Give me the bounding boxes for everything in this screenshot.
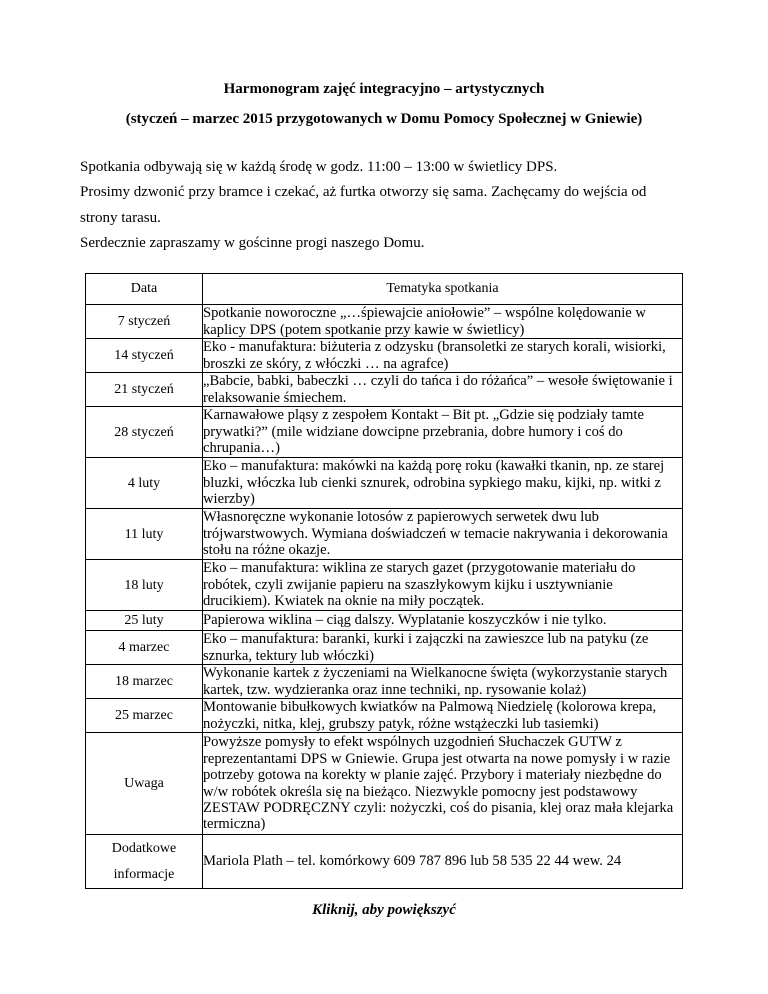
date-cell: 4 marzec [86, 631, 203, 665]
table-row [86, 611, 683, 631]
intro-line: Prosimy dzwonić przy bramce i czekać, aż furtka otworzy się sama. Zachęcamy do wejścia od [80, 184, 647, 200]
date-cell: 28 styczeń [86, 407, 203, 458]
date-cell: 21 styczeń [86, 373, 203, 407]
topic-cell: Eko – manufaktura: makówki na każdą porę roku (kawałki tkanin, np. ze starej bluzki, włóczka lub cienki sznurek, odrobina sypkiego maku, kijki, np. witki z wierzby) [203, 458, 683, 509]
table-row [86, 733, 683, 835]
table-row [86, 509, 683, 560]
page-title: Harmonogram zajęć integracyjno – artystycznych [223, 81, 545, 97]
date-cell: 18 marzec [86, 665, 203, 699]
date-cell: Uwaga [86, 733, 203, 835]
enlarge-link[interactable]: Kliknij, aby powiększyć [312, 902, 456, 918]
topic-cell: Eko – manufaktura: baranki, kurki i zajączki na zawieszce lub na patyku (ze sznurka, tektury lub włóczki) [203, 631, 683, 665]
date-cell: 25 luty [86, 611, 203, 631]
topic-cell: Własnoręczne wykonanie lotosów z papierowych serwetek dwu lub trójwarstwowych. Wymiana doświadczeń w temacie nakrywania i dekorowania stołu na różne okazje. [203, 509, 683, 560]
page-subtitle: (styczeń – marzec 2015 przygotowanych w Domu Pomocy Społecznej w Gniewie) [125, 111, 643, 127]
table-row [86, 631, 683, 665]
date-cell: 7 styczeń [86, 305, 203, 339]
topic-cell: Eko – manufaktura: wiklina ze starych gazet (przygotowanie materiału do robótek, czyli zwijanie papieru na szaszłykowym kijku i usztywnianie drucikiem). Kwiatek na oknie na miły początek. [203, 560, 683, 611]
intro-opening-hours [80, 158, 700, 176]
table-row [86, 305, 683, 339]
topic-cell: Mariola Plath – tel. komórkowy 609 787 896 lub 58 535 22 44 wew. 24 [203, 835, 683, 889]
column-header-date: Data [86, 274, 203, 305]
date-cell: 14 styczeń [86, 339, 203, 373]
intro-line: Spotkania odbywają się w każdą środę w godz. 11:00 – 13:00 w świetlicy DPS. [80, 159, 558, 175]
table-row [86, 407, 683, 458]
date-cell: 11 luty [86, 509, 203, 560]
topic-cell: Karnawałowe pląsy z zespołem Kontakt – Bit pt. „Gdzie się podziały tamte prywatki?” (mile widziane dowcipne przebrania, dobre humory i coś do chrupania…) [203, 407, 683, 458]
table-row [86, 458, 683, 509]
table-row [86, 373, 683, 407]
column-header-topic: Tematyka spotkania [203, 274, 683, 305]
table-row [86, 560, 683, 611]
topic-cell: Eko - manufaktura: biżuteria z odzysku (bransoletki ze starych korali, wisiorki, broszki ze skóry, z włóczki … na agrafce) [203, 339, 683, 373]
date-cell: 25 marzec [86, 699, 203, 733]
topic-cell: Spotkanie noworoczne „…śpiewajcie aniołowie” – wspólne kolędowanie w kaplicy DPS (potem spotkanie przy kawie w świetlicy) [203, 305, 683, 339]
intro-line: Serdecznie zapraszamy w gościnne progi naszego Domu. [80, 235, 425, 251]
intro-entrance-info-cont [80, 209, 700, 227]
topic-cell: Montowanie bibułkowych kwiatków na Palmową Niedzielę (kolorowa krepa, nożyczki, nitka, klej, grubszy patyk, różne wstążeczki lub tasiemki) [203, 699, 683, 733]
date-cell: 4 luty [86, 458, 203, 509]
table-row [86, 339, 683, 373]
table-row [86, 699, 683, 733]
date-cell: 18 luty [86, 560, 203, 611]
intro-entrance-info [80, 183, 700, 201]
topic-cell: Wykonanie kartek z życzeniami na Wielkanocne święta (wykorzystanie starych kartek, tzw. wydzieranka oraz inne techniki, np. rysowanie kolaż) [203, 665, 683, 699]
date-cell: Dodatkowe informacje [86, 835, 203, 889]
topic-cell: „Babcie, babki, babeczki … czyli do tańca i do różańca” – wesołe świętowanie i relaksowanie śmiechem. [203, 373, 683, 407]
intro-invitation [80, 234, 700, 252]
table-row [86, 835, 683, 889]
table-row [86, 665, 683, 699]
topic-cell: Papierowa wiklina – ciąg dalszy. Wyplatanie koszyczków i nie tylko. [203, 611, 683, 631]
intro-line: strony tarasu. [80, 210, 161, 226]
schedule-table [85, 273, 683, 889]
topic-cell: Powyższe pomysły to efekt wspólnych uzgodnień Słuchaczek GUTW z reprezentantami DPS w Gniewie. Grupa jest otwarta na nowe pomysły i w razie potrzeby gotowa na korekty w planie zajęć. Przybory i materiały niezbędne do w/w robótek określa się na bieżąco. Niezwykle pomocny jest podstawowy ZESTAW PODRĘCZNY czyli: nożyczki, coś do pisania, klej oraz mała klejarka termiczna) [203, 733, 683, 835]
table-header-row [86, 274, 683, 305]
